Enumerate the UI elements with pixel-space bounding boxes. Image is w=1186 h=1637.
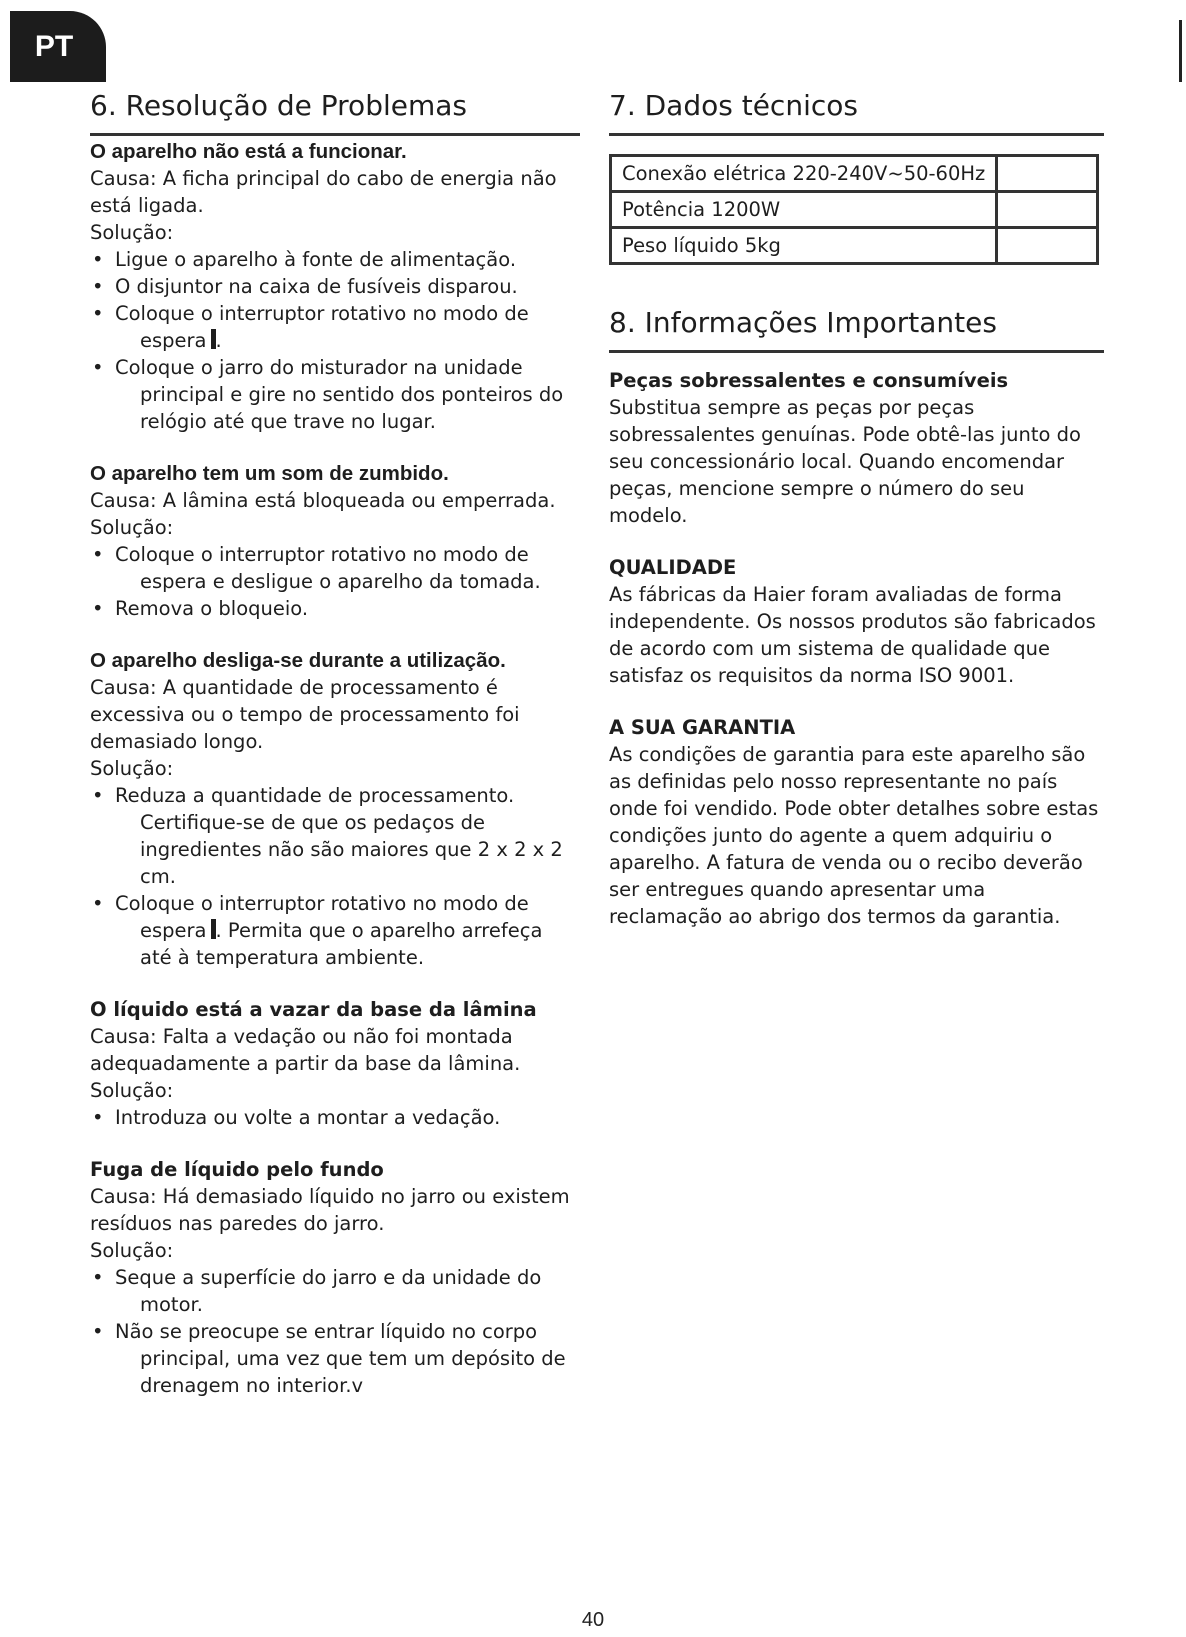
problem-1 <box>90 138 580 435</box>
solution-label: Solução: <box>90 1079 174 1102</box>
info-column <box>609 88 1104 930</box>
info-heading: Peças sobressalentes e consumíveis <box>609 369 1009 392</box>
section-8-title: 8. Informações Importantes <box>609 305 1104 353</box>
technical-data-table <box>609 154 1099 265</box>
problem-4 <box>90 996 580 1131</box>
problem-heading: O aparelho não está a funcionar. <box>90 140 407 163</box>
list-item: • Não se preocupe se entrar líquido no corpo principal, uma vez que tem um depósito de drenagem no interior.v <box>90 1318 580 1399</box>
list-item: • Introduza ou volte a montar a vedação. <box>90 1104 580 1131</box>
problem-heading: O aparelho tem um som de zumbido. <box>90 462 449 485</box>
list-item: • Coloque o interruptor rotativo no modo de espera e desligue o aparelho da tomada. <box>90 541 580 595</box>
edge-marker <box>1179 20 1182 82</box>
table-cell: Potência 1200W <box>611 192 997 228</box>
page-number: 40 <box>581 1609 605 1631</box>
list-item: • Reduza a quantidade de processamento. Certifique-se de que os pedaços de ingredientes não são maiores que 2 x 2 x 2 cm. <box>90 782 580 890</box>
solution-list <box>90 1104 580 1131</box>
section-7-title: 7. Dados técnicos <box>609 88 1104 136</box>
solution-list <box>90 782 580 971</box>
problem-3 <box>90 647 580 971</box>
problem-cause: Causa: A ficha principal do cabo de energia não está ligada. <box>90 167 557 217</box>
problem-cause: Causa: A quantidade de processamento é excessiva ou o tempo de processamento foi demasiado longo. <box>90 676 520 753</box>
problem-heading: O aparelho desliga-se durante a utilização. <box>90 649 506 672</box>
problem-heading: O líquido está a vazar da base da lâmina <box>90 998 537 1021</box>
list-item <box>90 300 580 354</box>
list-item-end: . Permita que o aparelho arrefeça até à temperatura ambiente. <box>140 919 543 969</box>
list-item: • Remova o bloqueio. <box>90 595 580 622</box>
problem-5 <box>90 1156 580 1399</box>
language-code: PT <box>34 29 74 63</box>
table-cell: Conexão elétrica 220-240V~50-60Hz <box>611 156 997 192</box>
table-cell: Peso líquido 5kg <box>611 228 997 264</box>
info-heading: A SUA GARANTIA <box>609 716 796 739</box>
solution-label: Solução: <box>90 221 174 244</box>
list-item-end: . <box>215 329 222 352</box>
problem-heading: Fuga de líquido pelo fundo <box>90 1158 384 1181</box>
problem-cause: Causa: A lâmina está bloqueada ou emperrada. <box>90 489 556 512</box>
language-tab <box>10 11 106 82</box>
solution-label: Solução: <box>90 516 174 539</box>
problem-cause: Causa: Falta a vedação ou não foi montada adequadamente a partir da base da lâmina. <box>90 1025 521 1075</box>
info-text: As fábricas da Haier foram avaliadas de forma independente. Os nossos produtos são fabricados de acordo com um sistema de qualidade que satisfaz os requisitos da norma ISO 9001. <box>609 583 1096 687</box>
table-cell <box>997 156 1098 192</box>
list-item-text: Coloque o interruptor rotativo no modo de espera <box>115 302 529 352</box>
info-block-warranty <box>609 714 1104 930</box>
solution-label: Solução: <box>90 1239 174 1262</box>
info-text: Substitua sempre as peças por peças sobressalentes genuínas. Pode obtê-las junto do seu concessionário local. Quando encomendar peças, mencione sempre o número do seu modelo. <box>609 396 1081 527</box>
info-block-quality <box>609 554 1104 689</box>
list-item-text: Coloque o interruptor rotativo no modo de espera <box>115 892 529 942</box>
troubleshooting-column <box>90 88 580 1399</box>
table-cell <box>997 192 1098 228</box>
solution-label: Solução: <box>90 757 174 780</box>
info-block-spare-parts <box>609 367 1104 529</box>
solution-list <box>90 541 580 622</box>
table-row <box>611 228 1098 264</box>
solution-list <box>90 246 580 435</box>
list-item: • Seque a superfície do jarro e da unidade do motor. <box>90 1264 580 1318</box>
list-item <box>90 890 580 971</box>
section-6-title: 6. Resolução de Problemas <box>90 88 580 136</box>
info-heading: QUALIDADE <box>609 556 737 579</box>
info-text: As condições de garantia para este aparelho são as definidas pelo nosso representante no país onde foi vendido. Pode obter detalhes sobre estas condições junto do agente a quem adquiriu o aparelho. A fatura de venda ou o recibo deverão ser entregues quando apresentar uma reclamação ao abrigo dos termos da garantia. <box>609 743 1099 928</box>
table-cell <box>997 228 1098 264</box>
list-item: • O disjuntor na caixa de fusíveis disparou. <box>90 273 580 300</box>
table-row <box>611 192 1098 228</box>
list-item: • Coloque o jarro do misturador na unidade principal e gire no sentido dos ponteiros do relógio até que trave no lugar. <box>90 354 580 435</box>
list-item: • Ligue o aparelho à fonte de alimentação. <box>90 246 580 273</box>
problem-2 <box>90 460 580 622</box>
table-row <box>611 156 1098 192</box>
problem-cause: Causa: Há demasiado líquido no jarro ou existem resíduos nas paredes do jarro. <box>90 1185 570 1235</box>
solution-list <box>90 1264 580 1399</box>
